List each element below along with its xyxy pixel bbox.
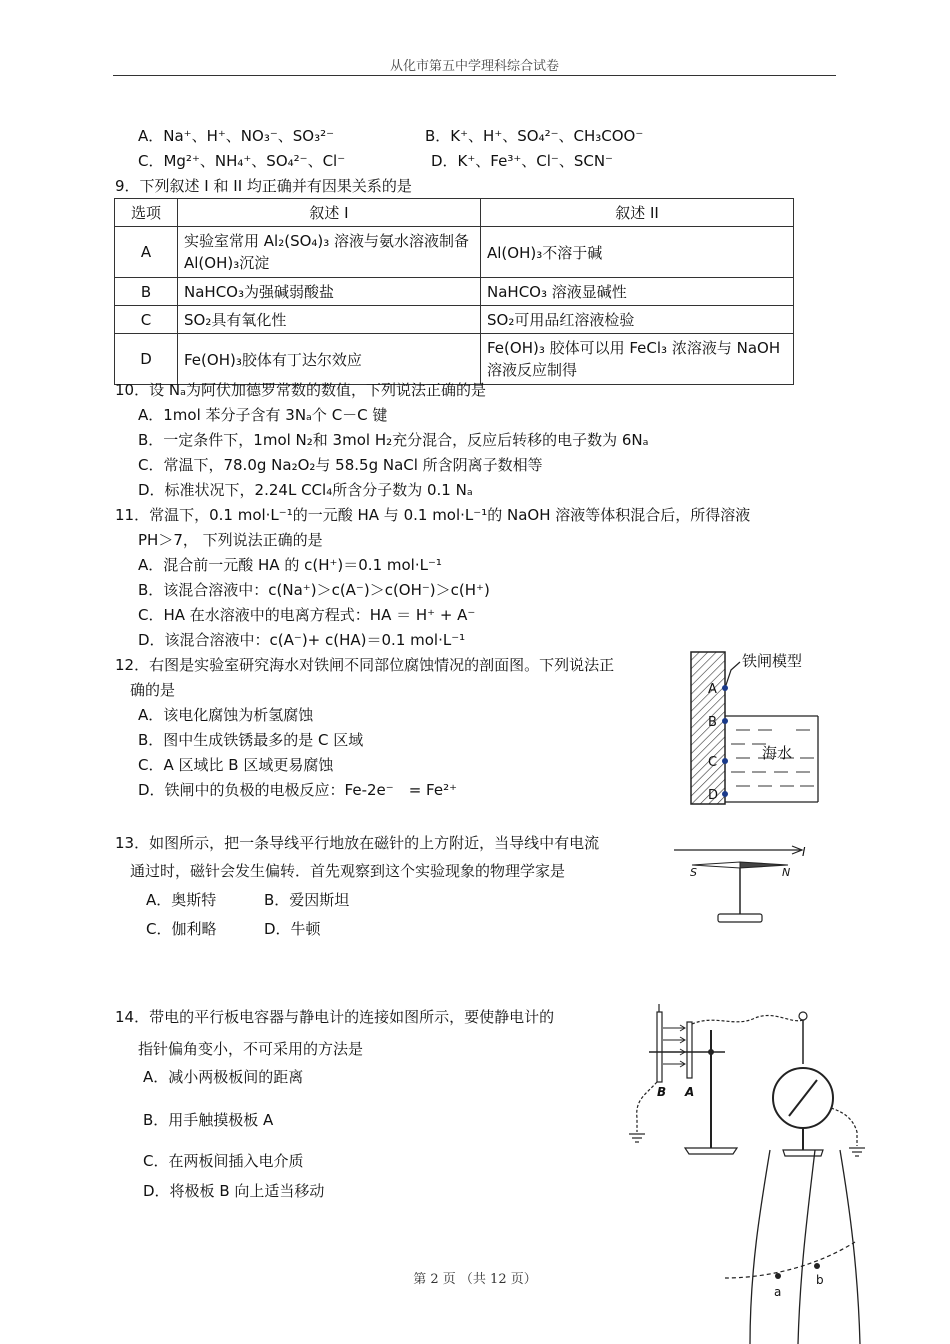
- q9-stem: 9．下列叙述 I 和 II 均正确并有因果关系的是: [115, 177, 412, 195]
- field-lines-figure: [720, 1150, 890, 1344]
- stand-base: [718, 914, 762, 922]
- label-point-b: b: [816, 1273, 824, 1287]
- point-c: [722, 758, 728, 764]
- field-lines: [663, 1025, 685, 1067]
- connecting-wire: [692, 1015, 803, 1024]
- q12-option-d: D．铁闸中的负极的电极反应：Fe-2e⁻ = Fe²⁺: [138, 781, 457, 799]
- q8-option-c: C．Mg²⁺、NH₄⁺、SO₄²⁻、Cl⁻: [138, 152, 346, 170]
- point-b: [722, 718, 728, 724]
- label-north: N: [782, 866, 791, 879]
- q11-stem-line2: PH＞7， 下列说法正确的是: [138, 531, 323, 549]
- q10-option-b: B．一定条件下，1mol N₂和 3mol H₂充分混合，反应后转移的电子数为 6Nₐ: [138, 431, 649, 449]
- q13-option-d: D．牛顿: [264, 920, 321, 938]
- table-header: 叙述 I: [178, 199, 481, 227]
- q14-option-d: D．将极板 B 向上适当移动: [143, 1182, 325, 1200]
- table-row: [115, 227, 794, 278]
- table-cell: NaHCO₃为强碱弱酸盐: [178, 278, 481, 306]
- q13-option-b: B．爱因斯坦: [264, 891, 350, 909]
- capacitor-electrometer-figure: [625, 1000, 875, 1170]
- q10-stem: 10．设 Nₐ为阿伏加德罗常数的数值，下列说法正确的是: [115, 381, 486, 399]
- table-header: 叙述 II: [481, 199, 794, 227]
- q14-stem-line2: 指针偏角变小，不可采用的方法是: [138, 1040, 364, 1058]
- table-row: [115, 334, 794, 385]
- q13-option-a: A．奥斯特: [146, 891, 217, 909]
- table-row: [115, 306, 794, 334]
- q11-option-c: C．HA 在水溶液中的电离方程式：HA ＝ H⁺ + A⁻: [138, 606, 476, 624]
- compass-wire-figure: [674, 838, 824, 928]
- q13-option-c: C．伽利略: [146, 920, 217, 938]
- plate-b: [657, 1012, 662, 1082]
- field-line-2: [798, 1150, 815, 1344]
- q14-stem-line1: 14．带电的平行板电容器与静电计的连接如图所示，要使静电计的: [115, 1008, 555, 1026]
- page-header: 从化市第五中学理科综合试卷: [113, 55, 836, 76]
- q12-option-a: A．该电化腐蚀为析氢腐蚀: [138, 706, 314, 724]
- pointer-line: [725, 662, 740, 688]
- label-a: A: [708, 682, 717, 697]
- field-line-3: [840, 1150, 860, 1344]
- table-cell-option: A: [115, 227, 178, 278]
- q14-option-c: C．在两板间插入电介质: [143, 1152, 304, 1170]
- plate-a: [687, 1022, 692, 1078]
- label-seawater: 海水: [762, 744, 793, 762]
- q11-option-d: D．该混合溶液中：c(A⁻)+ c(HA)＝0.1 mol·L⁻¹: [138, 631, 466, 649]
- q11-option-a: A．混合前一元酸 HA 的 c(H⁺)＝0.1 mol·L⁻¹: [138, 556, 442, 574]
- label-b: B: [708, 715, 717, 730]
- table-cell-option: D: [115, 334, 178, 385]
- q13-stem-line1: 13．如图所示，把一条导线平行地放在磁针的上方附近，当导线中有电流: [115, 834, 600, 852]
- table-cell: SO₂具有氧化性: [178, 306, 481, 334]
- needle-south: [692, 862, 740, 868]
- table-row: [115, 278, 794, 306]
- iron-gate-figure: [686, 648, 826, 808]
- point-d: [722, 791, 728, 797]
- q11-stem-line1: 11．常温下，0.1 mol·L⁻¹的一元酸 HA 与 0.1 mol·L⁻¹的 NaOH 溶液等体积混合后，所得溶液: [115, 506, 751, 524]
- q12-option-c: C．A 区域比 B 区域更易腐蚀: [138, 756, 334, 774]
- q12-option-b: B．图中生成铁锈最多的是 C 区域: [138, 731, 364, 749]
- q14-option-a: A．减小两极板间的距离: [143, 1068, 304, 1086]
- label-point-a: a: [774, 1285, 782, 1299]
- ground-symbol-left: [629, 1134, 645, 1142]
- table-header-row: [115, 199, 794, 227]
- q13-stem-line2: 通过时，磁针会发生偏转．首先观察到这个实验现象的物理学家是: [130, 862, 566, 880]
- q11-option-b: B．该混合溶液中：c(Na⁺)＞c(A⁻)＞c(OH⁻)＞c(H⁺): [138, 581, 490, 599]
- table-cell: Fe(OH)₃胶体有丁达尔效应: [178, 334, 481, 385]
- q14-option-b: B．用手触摸极板 A: [143, 1111, 274, 1129]
- q8-option-b: B．K⁺、H⁺、SO₄²⁻、CH₃COO⁻: [425, 127, 644, 145]
- q12-stem-line2: 确的是: [130, 681, 176, 699]
- table-cell: 实验室常用 Al₂(SO₄)₃ 溶液与氨水溶液制备 Al(OH)₃沉淀: [178, 227, 481, 278]
- needle-north: [740, 862, 788, 868]
- q10-option-a: A．1mol 苯分子含有 3Nₐ个 C－C 键: [138, 406, 388, 424]
- q10-option-c: C．常温下，78.0g Na₂O₂与 58.5g NaCl 所含阴离子数相等: [138, 456, 543, 474]
- q9-table: [114, 198, 794, 385]
- ground-wire-b: [637, 1082, 657, 1132]
- table-cell: Fe(OH)₃ 胶体可以用 FeCl₃ 浓溶液与 NaOH 溶液反应制得: [481, 334, 794, 385]
- point-a: [722, 685, 728, 691]
- q10-option-d: D．标准状况下，2.24L CCl₄所含分子数为 0.1 Nₐ: [138, 481, 473, 499]
- q8-option-d: D．K⁺、Fe³⁺、Cl⁻、SCN⁻: [431, 152, 613, 170]
- table-header: 选项: [115, 199, 178, 227]
- label-current: I: [802, 845, 806, 859]
- label-c: C: [708, 755, 718, 770]
- table-cell-option: C: [115, 306, 178, 334]
- page-footer: 第 2 页 （共 12 页）: [413, 1272, 537, 1287]
- label-south: S: [690, 866, 697, 879]
- label-plate-a: A: [685, 1085, 695, 1099]
- ground-wire-electrometer: [831, 1108, 857, 1146]
- q12-stem-line1: 12．右图是实验室研究海水对铁闸不同部位腐蚀情况的剖面图。下列说法正: [115, 656, 615, 674]
- table-cell: NaHCO₃ 溶液显碱性: [481, 278, 794, 306]
- label-iron-gate-model: 铁闸模型: [742, 652, 803, 670]
- field-line-1: [750, 1150, 770, 1344]
- q8-option-a: A．Na⁺、H⁺、NO₃⁻、SO₃²⁻: [138, 127, 335, 145]
- label-d: D: [708, 788, 719, 803]
- table-cell-option: B: [115, 278, 178, 306]
- label-plate-b: B: [657, 1085, 667, 1099]
- table-cell: Al(OH)₃不溶于碱: [481, 227, 794, 278]
- table-cell: SO₂可用品红溶液检验: [481, 306, 794, 334]
